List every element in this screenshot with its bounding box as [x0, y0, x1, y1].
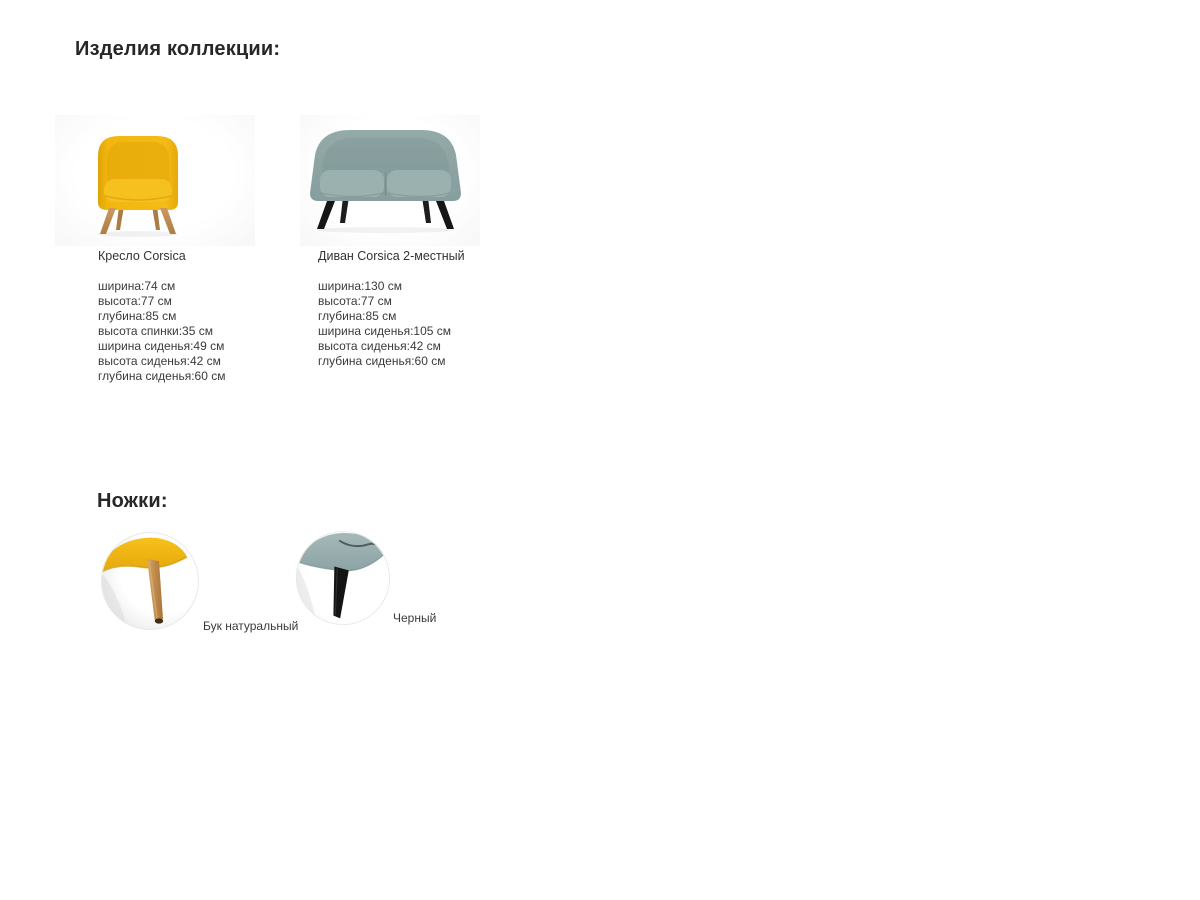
- spec-line: глубина сиденья:60 см: [98, 369, 226, 383]
- spec-line: высота сиденья:42 см: [98, 354, 221, 368]
- beech-leg-illustration: [100, 531, 200, 631]
- spec-line: глубина:85 см: [318, 309, 397, 323]
- spec-line: ширина сиденья:105 см: [318, 324, 452, 338]
- sofa-specs: [318, 279, 451, 369]
- black-leg-label: Черный: [393, 611, 437, 625]
- sofa-product-title[interactable]: Диван Corsica 2-местный: [318, 249, 465, 263]
- spec-line: ширина:130 см: [318, 279, 402, 293]
- spec-line: ширина:74 см: [98, 279, 176, 293]
- sofa-illustration: [308, 127, 463, 234]
- sofa-product-image[interactable]: [300, 115, 480, 246]
- black-leg-image: [295, 530, 391, 626]
- spec-line: глубина:85 см: [98, 309, 177, 323]
- armchair-illustration: [93, 130, 183, 238]
- armchair-product-image[interactable]: [55, 115, 255, 246]
- products-section-title: Изделия коллекции:: [75, 38, 281, 60]
- black-leg-illustration: [295, 530, 391, 626]
- spec-line: ширина сиденья:49 см: [98, 339, 225, 353]
- spec-line: высота сиденья:42 см: [318, 339, 441, 353]
- legs-section-title: Ножки:: [97, 490, 168, 512]
- beech-leg-label: Бук натуральный: [203, 619, 299, 633]
- armchair-product-title[interactable]: Кресло Corsica: [98, 249, 186, 263]
- beech-leg-image: [100, 531, 200, 631]
- spec-line: глубина сиденья:60 см: [318, 354, 446, 368]
- spec-line: высота:77 см: [318, 294, 392, 308]
- spec-line: высота:77 см: [98, 294, 172, 308]
- armchair-specs: [98, 279, 225, 384]
- spec-line: высота спинки:35 см: [98, 324, 213, 338]
